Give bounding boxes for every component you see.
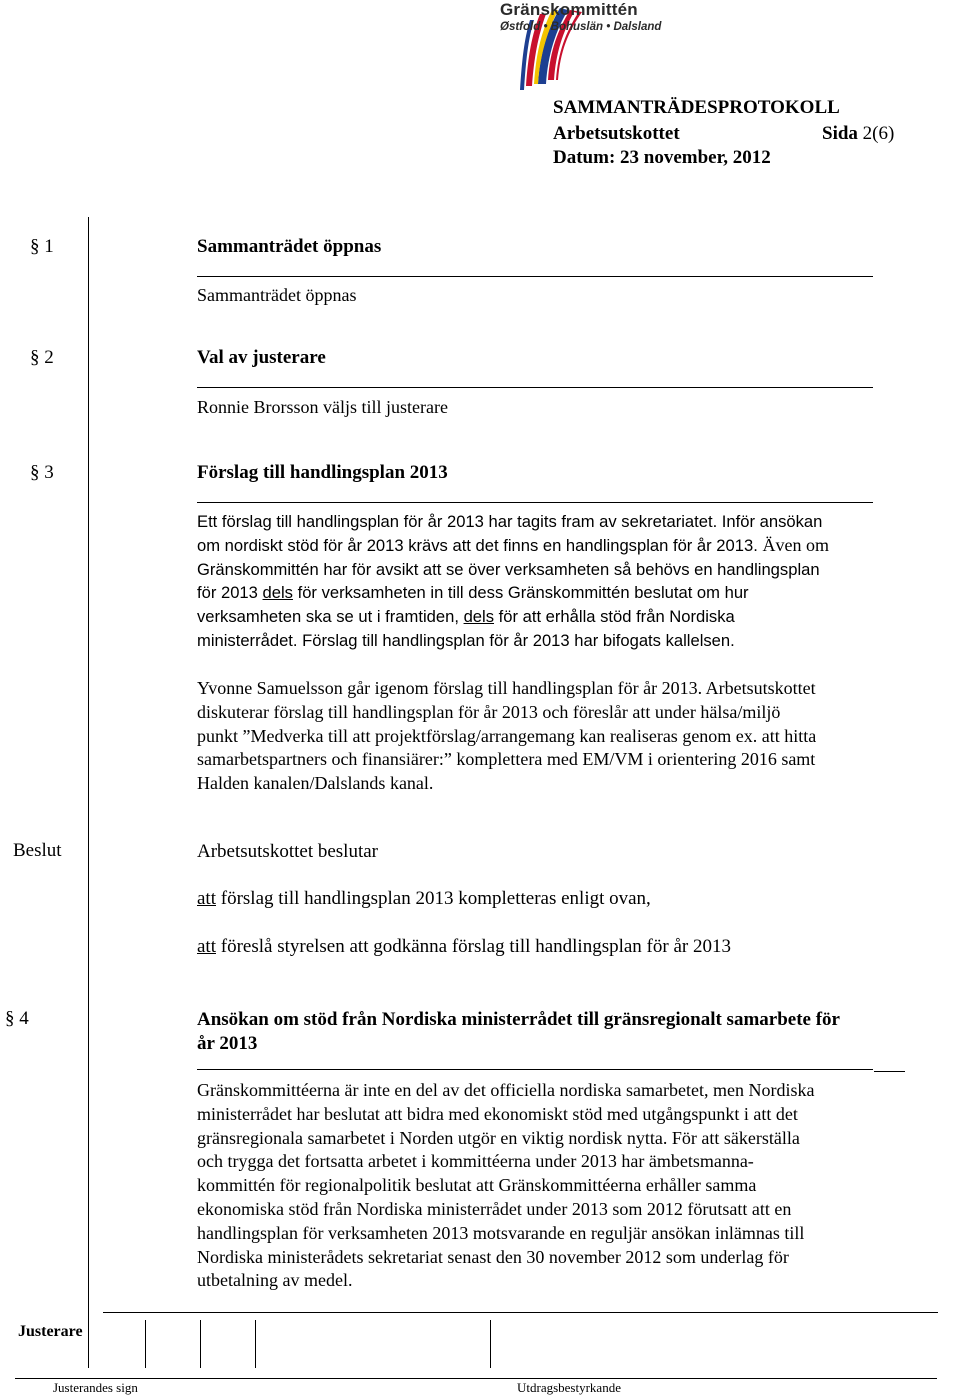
section-divider (197, 1069, 592, 1070)
text-line: samarbetspartners och finansiärer:” komplettera med EM/VM i orientering 2016 samt (197, 749, 816, 770)
text-line: Yvonne Samuelsson går igenom förslag till handlingsplan för år 2013. Arbetsutskottet (197, 678, 816, 698)
text-line: Gränskommittén har för avsikt att se över verksamheten så behövs en handlingsplan (197, 559, 820, 579)
page-value: 2(6) (862, 123, 895, 144)
section-text: Ronnie Brorsson väljs till justerare (197, 397, 448, 417)
section-title: Förslag till handlingsplan 2013 (197, 462, 448, 483)
section-divider (592, 1069, 873, 1070)
text-line: utbetalning av medel. (197, 1270, 353, 1291)
page-indicator (822, 123, 894, 145)
text-line: Nordiska ministerådets sekretariat senast den 30 november 2012 som underlag för (197, 1246, 789, 1267)
sign-box-divider (200, 1320, 201, 1368)
section-paragraph (197, 677, 917, 796)
section-divider (197, 387, 873, 388)
text-line: verksamheten ska se ut i framtiden, dels för att erhålla stöd från Nordiska (197, 607, 735, 627)
text-line: handlingsplan för verksamheten 2013 motsvarande en reguljär ansökan inlämnas till (197, 1222, 805, 1243)
text-line: för 2013 dels för verksamheten in till dess Gränskommittén beslutat om hur (197, 583, 749, 603)
committee-name: Arbetsutskottet (553, 123, 680, 144)
logo-subtitle: Østfold • Bohuslän • Dalsland (500, 21, 662, 33)
justerare-label: Justerare (18, 1323, 83, 1340)
footer-bottom-line (15, 1378, 937, 1379)
text-line: punkt ”Medverka till att projektförslag/arrangemang kan realiseras genom ex. att hitta (197, 725, 817, 746)
text-line: om nordiskt stöd för år 2013 krävs att det finns en handlingsplan för år 2013. Även om (197, 534, 829, 555)
section-divider (197, 276, 873, 277)
decision-item: att förslag till handlingsplan 2013 kompletteras enligt ovan, (197, 888, 651, 909)
text-line: gränsregionala samarbetet i Norden utgör en viktig nordisk nytta. För att säkerställa (197, 1127, 800, 1148)
section-divider (874, 1071, 905, 1072)
page-label: Sida (822, 123, 858, 144)
decision-intro: Arbetsutskottet beslutar (197, 841, 378, 862)
footer-top-line (103, 1312, 938, 1313)
sign-box-divider (145, 1320, 146, 1368)
text-line: kommittén för regionalpolitik beslutat att Gränskommittéerna erhåller samma (197, 1175, 757, 1196)
text-line: Halden kanalen/Dalslands kanal. (197, 773, 434, 794)
section-title: Ansökan om stöd från Nordiska ministerrådet till gränsregionalt samarbete för år 2013 (197, 1009, 840, 1054)
section-title: Sammanträdet öppnas (197, 236, 382, 257)
sign-box-divider (255, 1320, 256, 1368)
section-number: § 3 (30, 462, 54, 483)
sign-box-divider (490, 1320, 491, 1368)
section-paragraph (197, 510, 917, 653)
decision-label: Beslut (13, 840, 62, 861)
section-title: Val av justerare (197, 347, 326, 368)
margin-rule (88, 217, 89, 1345)
text-line: och trygga det fortsatta arbetet i kommittéerna under 2013 har ämbetsmanna- (197, 1151, 754, 1172)
section-text: Sammanträdet öppnas (197, 285, 357, 305)
sign-box-divider (88, 1315, 89, 1368)
decision-item: att föreslå styrelsen att godkänna förslag till handlingsplan för år 2013 (197, 936, 731, 957)
section-number: § 1 (30, 236, 54, 257)
utdragsbestyrkande-label: Utdragsbestyrkande (517, 1380, 621, 1395)
text-line: ekonomiska stöd från Nordiska ministerrådet under 2013 som 2012 förutsatt att en (197, 1198, 792, 1219)
section-divider (197, 502, 873, 503)
section-number: § 4 (5, 1008, 29, 1029)
text-line: ministerrådet har beslutat att bidra med ekonomiskt stöd med utgångspunkt i att det (197, 1103, 798, 1124)
document-type: SAMMANTRÄDESPROTOKOLL (553, 97, 840, 118)
text-line: ministerrådet. Förslag till handlingsplan för år 2013 har bifogats kallelsen. (197, 630, 735, 650)
section-number: § 2 (30, 347, 54, 368)
text-line: Ett förslag till handlingsplan för år 2013 har tagits fram av sekretariatet. Inför ansökan (197, 512, 823, 531)
justerandes-sign-label: Justerandes sign (53, 1380, 138, 1395)
meeting-date: Datum: 23 november, 2012 (553, 147, 771, 168)
text-line: Gränskommittéerna är inte en del av det officiella nordiska samarbetet, men Nordiska (197, 1080, 815, 1100)
logo-name: Gränskommittén (500, 0, 638, 19)
text-line: diskuterar förslag till handlingsplan för år 2013 och föreslår att under hälsa/miljö (197, 701, 781, 722)
section-paragraph (197, 1079, 917, 1293)
